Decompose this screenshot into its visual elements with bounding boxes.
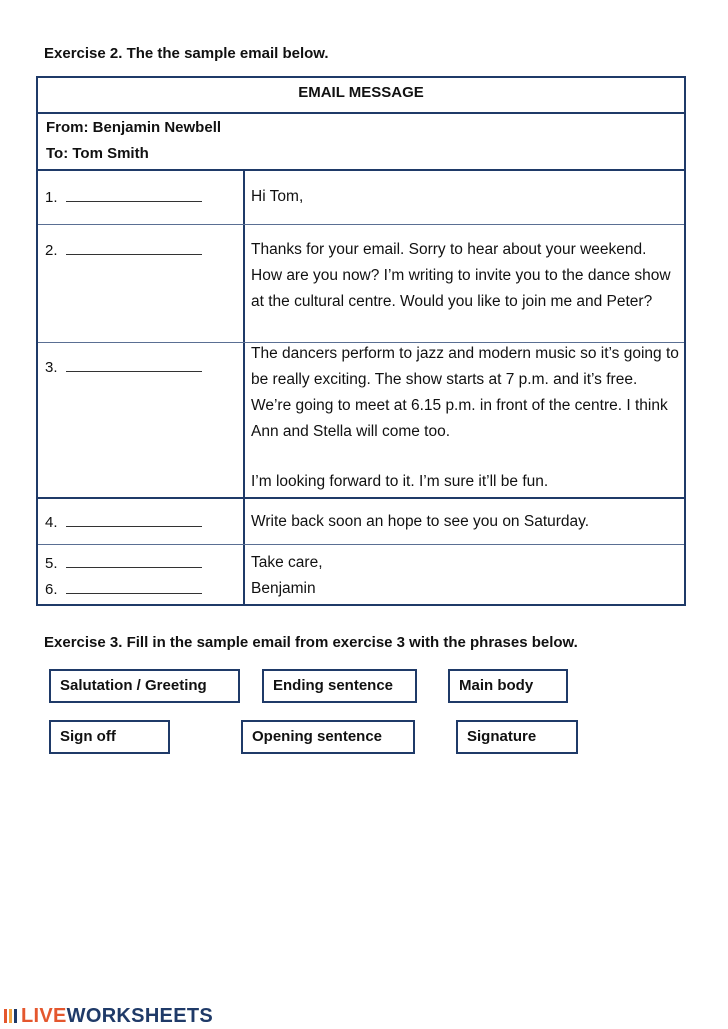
- divider: [38, 112, 684, 114]
- divider: [38, 224, 684, 225]
- divider: [38, 497, 684, 499]
- answer-blank[interactable]: [66, 581, 202, 594]
- row-2-text: Thanks for your email. Sorry to hear about your weekend. How are you now? I’m writing to invite you to the dance show at the cultural centre. Would you like to join me and Peter?: [251, 241, 671, 310]
- row-5-number: 5.: [45, 555, 202, 572]
- email-message-table: [36, 76, 686, 606]
- answer-blank[interactable]: [66, 242, 202, 255]
- answer-blank[interactable]: [66, 359, 202, 372]
- phrase-opening-sentence[interactable]: Opening sentence: [241, 720, 415, 754]
- liveworksheets-logo: [3, 1004, 213, 1028]
- phrase-main-body[interactable]: Main body: [448, 669, 568, 703]
- row-3-text: The dancers perform to jazz and modern music so it’s going to be really exciting. The show starts at 7 p.m. and it’s free. We’re going to meet at 6.15 p.m. in front of the centre. I think Ann and Stella will come too. I’m looking forward to it. I’m sure it’ll be fun.: [251, 345, 679, 490]
- exercise-3-title: Exercise 3. Fill in the sample email from exercise 3 with the phrases below.: [44, 634, 578, 651]
- phrase-signature[interactable]: Signature: [456, 720, 578, 754]
- divider: [38, 169, 684, 171]
- row-5-text: Take care, Benjamin: [251, 554, 323, 597]
- logo-icon: [3, 1007, 21, 1025]
- row-6-number: 6.: [45, 581, 202, 598]
- exercise-2-title: Exercise 2. The the sample email below.: [44, 45, 329, 62]
- table-header: EMAIL MESSAGE: [298, 84, 424, 101]
- row-3-number: 3.: [45, 359, 202, 376]
- phrase-ending-sentence[interactable]: Ending sentence: [262, 669, 417, 703]
- row-2-number: 2.: [45, 242, 202, 259]
- row-4-number: 4.: [45, 514, 202, 531]
- column-divider: [243, 171, 245, 604]
- logo-text: LIVEWORKSHEETS: [21, 1004, 213, 1027]
- to-line: To: Tom Smith: [46, 145, 149, 162]
- row-1-number: 1.: [45, 189, 202, 206]
- divider: [38, 544, 684, 545]
- answer-blank[interactable]: [66, 514, 202, 527]
- from-line: From: Benjamin Newbell: [46, 119, 222, 136]
- answer-blank[interactable]: [66, 555, 202, 568]
- phrase-salutation-greeting[interactable]: Salutation / Greeting: [49, 669, 240, 703]
- row-1-text: Hi Tom,: [251, 188, 304, 205]
- answer-blank[interactable]: [66, 189, 202, 202]
- row-4-text: Write back soon an hope to see you on Saturday.: [251, 513, 590, 530]
- phrase-sign-off[interactable]: Sign off: [49, 720, 170, 754]
